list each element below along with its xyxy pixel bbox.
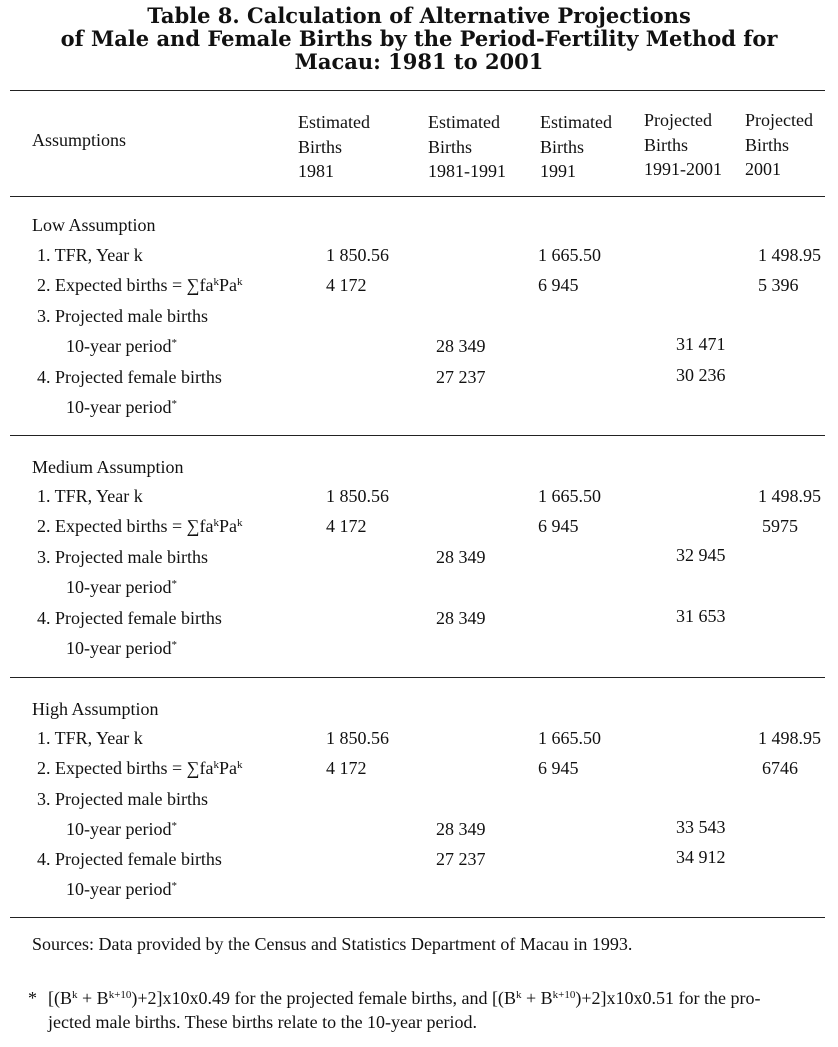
header-estimated-1991: Estimated Births 1991 [540, 112, 612, 181]
sources-note: Sources: Data provided by the Census and Statistics Department of Macau in 1993. [32, 934, 633, 954]
row-label-male-births: 3. Projected male births [37, 547, 208, 567]
cell-value: 34 912 [676, 847, 726, 867]
cell-value: 30 236 [676, 365, 726, 385]
footnote-line-1: * $[(B^k + B^{k+10})+2]x10x0.49$ for the projected female births, and $[(B^k + B^{k+10})+2]x10x0.51$ for the pro- [28, 988, 761, 1008]
section-title-high: High Assumption [32, 699, 159, 719]
cell-value: 6 945 [538, 758, 579, 778]
header-estimated-1981: Estimated Births 1981 [298, 112, 370, 181]
cell-value: 1 850.56 [326, 486, 389, 506]
row-label-expected-births: 2. Expected births = $\sum fa^kPa^k$ [37, 516, 243, 536]
top-rule [10, 90, 825, 91]
header-estimated-1981-1991: Estimated Births 1981-1991 [428, 112, 506, 181]
row-label-period: 10-year period* [66, 879, 177, 899]
table-title [0, 4, 838, 73]
row-label-expected-births: 2. Expected births = $\sum fa^kPa^k$ [37, 758, 243, 778]
row-label-female-births: 4. Projected female births [37, 849, 222, 869]
cell-value: 31 471 [676, 334, 726, 354]
header-projected-1991-2001: Projected Births 1991-2001 [644, 110, 722, 179]
section-rule [10, 677, 825, 678]
title-line-1: Table 8. Calculation of Alternative Projections [147, 3, 691, 28]
cell-value: 31 653 [676, 606, 726, 626]
row-label-male-births: 3. Projected male births [37, 789, 208, 809]
cell-value: 1 498.95 [758, 728, 821, 748]
cell-value: 27 237 [436, 367, 486, 387]
row-label-male-births: 3. Projected male births [37, 306, 208, 326]
row-label-expected-births: 2. Expected births = $\sum fa^kPa^k$ [37, 275, 243, 295]
cell-value: 1 498.95 [758, 245, 821, 265]
cell-value: 5975 [762, 516, 798, 536]
row-label-tfr: 1. TFR, Year k [37, 245, 143, 265]
footnote [28, 986, 828, 1034]
cell-value: 5 396 [758, 275, 799, 295]
header-assumptions: Assumptions [32, 130, 127, 150]
section-rule [10, 435, 825, 436]
cell-value: 1 665.50 [538, 245, 601, 265]
cell-value: 1 850.56 [326, 245, 389, 265]
title-line-3: Macau: 1981 to 2001 [294, 49, 544, 74]
header-rule [10, 196, 825, 197]
row-label-period: 10-year period* [66, 638, 177, 658]
row-label-period: 10-year period* [66, 336, 177, 356]
cell-value: 6 945 [538, 275, 579, 295]
row-label-female-births: 4. Projected female births [37, 608, 222, 628]
cell-value: 1 665.50 [538, 486, 601, 506]
cell-value: 4 172 [326, 516, 367, 536]
bottom-rule [10, 917, 825, 918]
row-label-female-births: 4. Projected female births [37, 367, 222, 387]
cell-value: 32 945 [676, 545, 726, 565]
cell-value: 6746 [762, 758, 798, 778]
cell-value: 28 349 [436, 608, 486, 628]
cell-value: 33 543 [676, 817, 726, 837]
cell-value: 6 945 [538, 516, 579, 536]
cell-value: 4 172 [326, 758, 367, 778]
cell-value: 4 172 [326, 275, 367, 295]
row-label-period: 10-year period* [66, 819, 177, 839]
header-projected-2001: Projected Births 2001 [745, 110, 813, 179]
row-label-period: 10-year period* [66, 397, 177, 417]
cell-value: 28 349 [436, 336, 486, 356]
cell-value: 1 498.95 [758, 486, 821, 506]
section-title-low: Low Assumption [32, 215, 156, 235]
footnote-line-2: jected male births. These births relate to the 10-year period. [48, 1012, 478, 1032]
section-title-medium: Medium Assumption [32, 457, 184, 477]
row-label-tfr: 1. TFR, Year k [37, 728, 143, 748]
cell-value: 1 665.50 [538, 728, 601, 748]
row-label-tfr: 1. TFR, Year k [37, 486, 143, 506]
cell-value: 27 237 [436, 849, 486, 869]
cell-value: 28 349 [436, 547, 486, 567]
title-line-2: of Male and Female Births by the Period-Fertility Method for [60, 26, 778, 51]
cell-value: 1 850.56 [326, 728, 389, 748]
cell-value: 28 349 [436, 819, 486, 839]
row-label-period: 10-year period* [66, 577, 177, 597]
